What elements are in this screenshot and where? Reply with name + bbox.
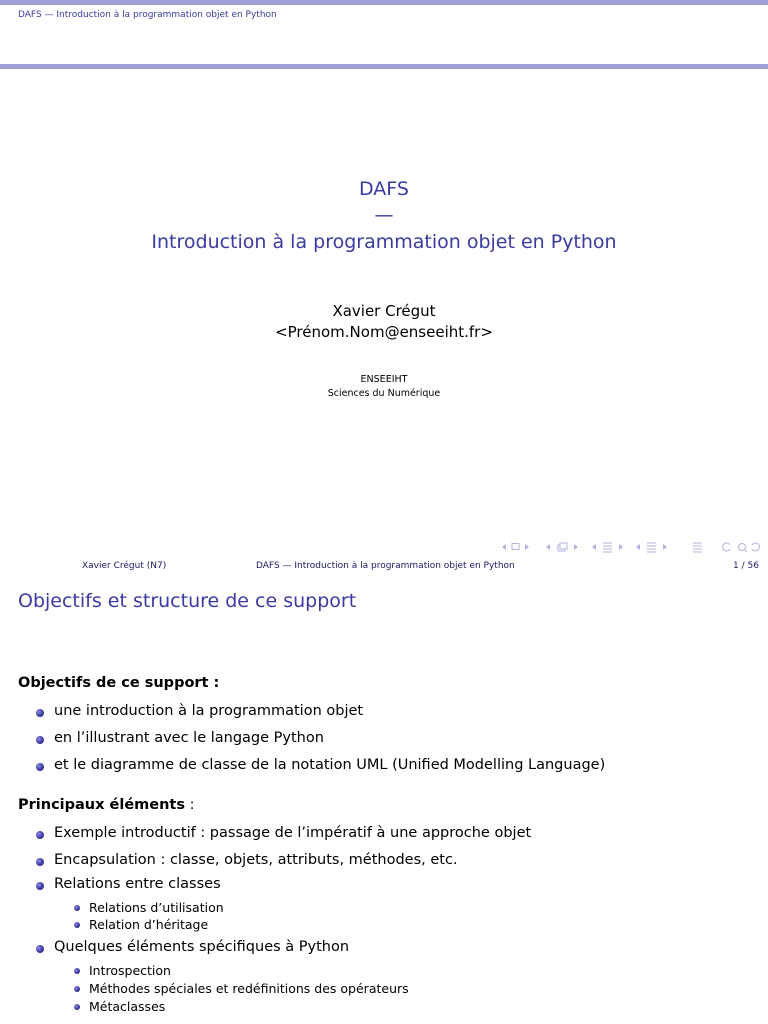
nav-doc-icon[interactable] xyxy=(690,540,706,554)
footer-title: DAFS — Introduction à la programmation objet en Python xyxy=(256,561,515,571)
bullet-icon xyxy=(36,763,44,771)
list-item-text: Relations entre classes xyxy=(54,876,221,892)
running-header: DAFS — Introduction à la programmation objet en Python xyxy=(18,10,277,20)
sub-list-item-text: Relations d’utilisation xyxy=(89,900,224,915)
sub-bullet-icon xyxy=(74,1004,80,1010)
bullet-icon xyxy=(36,945,44,953)
footer-author: Xavier Crégut (N7) xyxy=(82,561,167,571)
list-item-text: Encapsulation : classe, objets, attributs, méthodes, etc. xyxy=(54,852,458,868)
nav-section-icon[interactable] xyxy=(590,540,626,554)
bullet-icon xyxy=(36,882,44,890)
sub-bullet-icon xyxy=(74,986,80,992)
author-name: Xavier Crégut xyxy=(332,302,436,320)
sub-list-item-text: Méthodes spéciales et redéfinitions des opérateurs xyxy=(89,981,409,996)
institute-department: Sciences du Numérique xyxy=(327,388,441,399)
sub-list-item-text: Relation d’héritage xyxy=(89,917,209,932)
footer-page-number: 1 / 56 xyxy=(733,561,759,571)
institute-name: ENSEEIHT xyxy=(360,374,408,385)
nav-frame-icon[interactable] xyxy=(500,540,530,554)
frame-title: Objectifs et structure de ce support xyxy=(18,590,357,612)
nav-subsection-icon[interactable] xyxy=(544,540,580,554)
list-item-text: une introduction à la programmation objet xyxy=(54,703,364,719)
bullet-icon xyxy=(36,709,44,717)
main-elements-heading-text: Principaux éléments xyxy=(18,797,185,813)
objectives-heading-text: Objectifs de ce support : xyxy=(18,675,220,691)
list-item-text: et le diagramme de classe de la notation UML (Unified Modelling Language) xyxy=(54,757,606,773)
sub-bullet-icon xyxy=(74,968,80,974)
bullet-icon xyxy=(36,831,44,839)
header-bar-bottom xyxy=(0,64,768,69)
nav-search-icon[interactable] xyxy=(720,540,764,554)
sub-bullet-icon xyxy=(74,922,80,928)
nav-part-icon[interactable] xyxy=(634,540,670,554)
sub-list-item-text: Métaclasses xyxy=(89,999,166,1014)
bullet-icon xyxy=(36,736,44,744)
list-item-text: Exemple introductif : passage de l’impératif à une approche objet xyxy=(54,825,532,841)
sub-list-item-text: Introspection xyxy=(89,963,171,978)
navigation-bar xyxy=(500,540,762,554)
title-line-2: Introduction à la programmation objet en Python xyxy=(151,231,617,253)
objectives-heading xyxy=(18,675,219,691)
sub-bullet-icon xyxy=(74,905,80,911)
bullet-icon xyxy=(36,858,44,866)
title-line-1: DAFS xyxy=(359,178,409,200)
title-dash: — xyxy=(374,204,394,226)
list-item-text: Quelques éléments spécifiques à Python xyxy=(54,939,350,955)
main-elements-heading xyxy=(18,797,195,813)
author-email: <Prénom.Nom@enseeiht.fr> xyxy=(275,323,493,341)
list-item-text: en l’illustrant avec le langage Python xyxy=(54,730,324,746)
header-bar xyxy=(0,0,768,5)
main-elements-heading-suffix: : xyxy=(185,797,195,813)
